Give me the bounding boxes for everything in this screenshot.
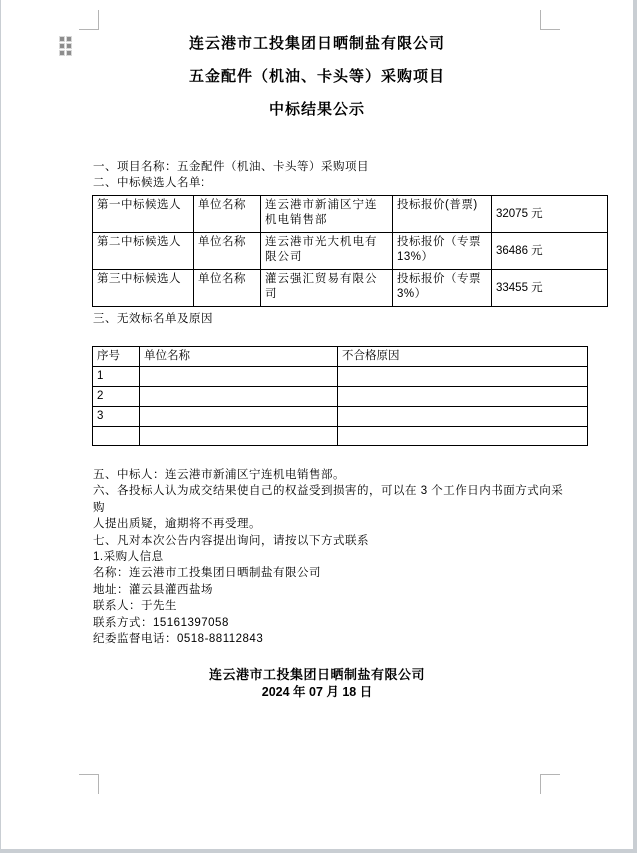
invalid-company-cell [140,387,338,407]
doc-title-announcement: 中标结果公示 [268,101,365,118]
candidate-table [92,195,608,307]
candidate-price-cell: 32075 元 [492,196,608,233]
invalid-row-4 [93,427,588,446]
candidate-price-cell: 33455 元 [492,270,608,307]
invalid-company-cell [140,407,338,427]
body-line-purchaser-info: 1.采购人信息 [93,551,164,564]
candidate-row-3 [93,270,608,307]
invalid-row-2 [93,387,588,407]
candidate-rank-cell: 第一中标候选人 [93,196,194,233]
candidate-price-label-cell: 投标报价（专票3%） [393,270,492,307]
candidate-rank-cell: 第三中标候选人 [93,270,194,307]
candidate-field-cell: 单位名称 [194,233,261,270]
doc-title-project: 五金配件（机油、卡头等）采购项目 [188,68,445,85]
invalid-reason-cell [338,387,588,407]
candidate-price-label-cell: 投标报价(普票) [393,196,492,233]
invalid-reason-cell [338,427,588,446]
invalid-company-cell [140,427,338,446]
candidate-row-1 [93,196,608,233]
invalid-header-company: 单位名称 [140,347,338,367]
invalid-company-cell [140,367,338,387]
invalid-header-reason: 不合格原因 [338,347,588,367]
candidate-field-cell: 单位名称 [194,270,261,307]
body-line-contact-person: 联系人：于先生 [93,600,177,613]
invalid-no-cell: 3 [93,407,140,427]
body-line-winner: 五、中标人：连云港市新浦区宁连机电销售部。 [93,469,345,481]
invalid-no-cell: 1 [93,367,140,387]
crop-mark-top-left-icon [79,10,99,30]
invalid-reason-cell [338,367,588,387]
document-page [1,0,633,849]
body-line-objection-1: 六、各投标人认为成交结果使自己的权益受到损害的，可以在 3 个工作日内书面方式向采购 [93,485,564,514]
candidate-field-cell: 单位名称 [194,196,261,233]
invalid-header-no: 序号 [93,347,140,367]
crop-mark-bottom-right-icon [540,774,560,794]
candidate-row-2 [93,233,608,270]
body-line-contact-phone: 联系方式：15161397058 [93,616,229,629]
body-line-inquiry: 七、凡对本次公告内容提出询问，请按以下方式联系 [93,534,369,547]
candidate-company-cell: 连云港市新浦区宁连机电销售部 [261,196,393,233]
candidate-company-cell: 连云港市光大机电有限公司 [261,233,393,270]
section-3-invalid-bids-heading: 三、无效标名单及原因 [93,313,213,325]
doc-title-company: 连云港市工投集团日晒制盐有限公司 [188,35,445,52]
crop-mark-top-right-icon [540,10,560,30]
invalid-row-1 [93,367,588,387]
invalid-row-3 [93,407,588,427]
body-text-block [93,467,573,647]
candidate-company-cell: 灌云强汇贸易有限公司 [261,270,393,307]
crop-mark-bottom-left-icon [79,774,99,794]
body-line-supervision-phone: 纪委监督电话：0518-88112843 [93,633,264,646]
body-line-objection-2: 人提出质疑，逾期将不再受理。 [93,518,261,531]
invalid-reason-cell [338,407,588,427]
invalid-table-header-row [93,347,588,367]
body-line-purchaser-name: 名称：连云港市工投集团日晒制盐有限公司 [93,567,321,580]
candidate-price-cell: 36486 元 [492,233,608,270]
footer-date: 2024 年 07 月 18 日 [261,685,373,699]
invalid-no-cell: 2 [93,387,140,407]
candidate-rank-cell: 第二中标候选人 [93,233,194,270]
section-1-project-name: 一、项目名称：五金配件（机油、卡头等）采购项目 [93,161,369,173]
body-line-address: 地址：灌云县灌西盐场 [93,583,213,596]
footer-company-signature: 连云港市工投集团日晒制盐有限公司 [208,667,425,682]
invalid-no-cell [93,427,140,446]
invalid-bid-table [92,346,588,446]
section-2-candidate-list-heading: 二、中标候选人名单: [93,177,205,189]
candidate-price-label-cell: 投标报价（专票13%） [393,233,492,270]
